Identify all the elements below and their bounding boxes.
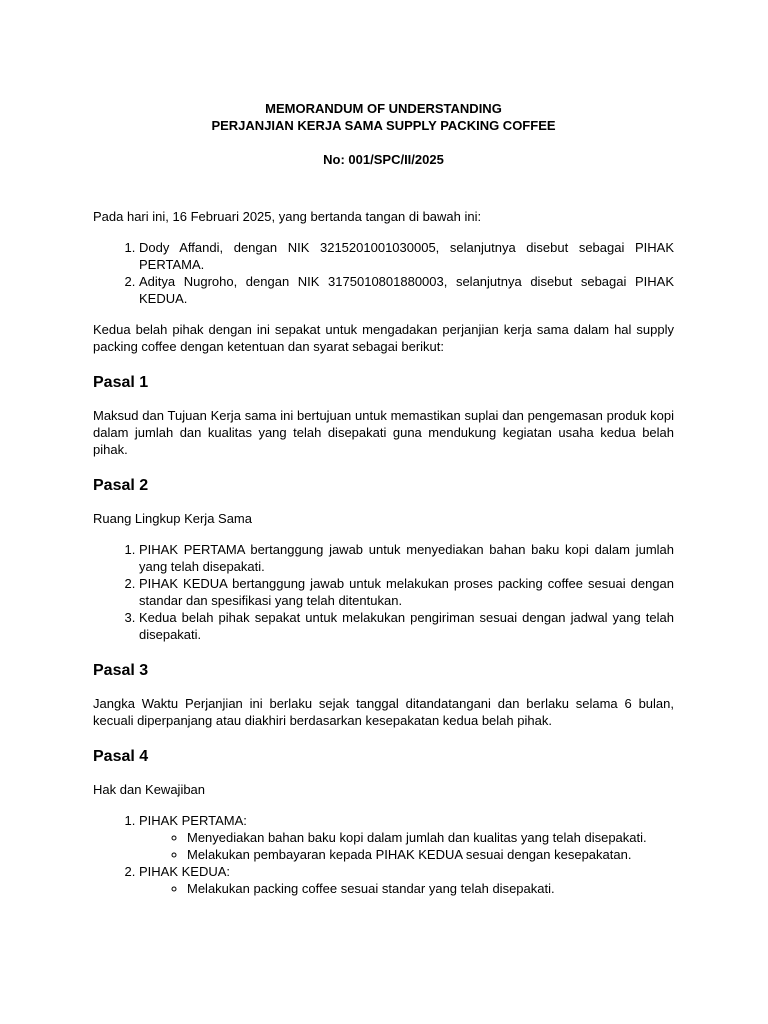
pasal-4-list (93, 812, 674, 897)
pasal-4-group-first-party (139, 812, 674, 863)
pasal-4-group-second-party (139, 863, 674, 897)
pasal-4-intro: Hak dan Kewajiban (93, 782, 206, 797)
second-party-obligations (139, 880, 674, 897)
obligation-item: ◦ Melakukan packing coffee sesuai standar yang telah disepakati. (187, 880, 674, 897)
document-title-line-1: MEMORANDUM OF UNDERSTANDING (265, 101, 502, 116)
pasal-2-intro: Ruang Lingkup Kerja Sama (93, 511, 252, 526)
parties-list (93, 239, 674, 307)
pasal-2-item: 3. Kedua belah pihak sepakat untuk melakukan pengiriman sesuai dengan jadwal yang telah disepakati. (139, 609, 674, 643)
obligation-item: ◦ Menyediakan bahan baku kopi dalam jumlah dan kualitas yang telah disepakati. (187, 829, 674, 846)
group-label: PIHAK KEDUA: (139, 864, 231, 879)
party-second: 2. Aditya Nugroho, dengan NIK 3175010801880003, selanjutnya disebut sebagai PIHAK KEDUA. (139, 273, 674, 307)
party-first: 1. Dody Affandi, dengan NIK 3215201001030005, selanjutnya disebut sebagai PIHAK PERTAMA. (139, 239, 674, 273)
pasal-1-heading: Pasal 1 (93, 374, 149, 391)
document-page (93, 100, 674, 897)
pasal-2-item: 2. PIHAK KEDUA bertanggung jawab untuk melakukan proses packing coffee sesuai dengan standar dan spesifikasi yang telah ditentukan. (139, 575, 674, 609)
group-label: PIHAK PERTAMA: (139, 813, 247, 828)
opening-statement: Pada hari ini, 16 Februari 2025, yang bertanda tangan di bawah ini: (93, 209, 482, 224)
pasal-2-list (93, 541, 674, 643)
first-party-obligations (139, 829, 674, 863)
pasal-3-body: Jangka Waktu Perjanjian ini berlaku sejak tanggal ditandatangani dan berlaku selama 6 bulan, kecuali diperpanjang atau diakhiri berdasarkan kesepakatan kedua belah pihak. (93, 696, 674, 728)
pasal-2-item: 1. PIHAK PERTAMA bertanggung jawab untuk menyediakan bahan baku kopi dalam jumlah yang telah disepakati. (139, 541, 674, 575)
obligation-item: ◦ Melakukan pembayaran kepada PIHAK KEDUA sesuai dengan kesepakatan. (187, 846, 674, 863)
document-title-line-2: PERJANJIAN KERJA SAMA SUPPLY PACKING COFFEE (211, 118, 556, 133)
pasal-1-body: Maksud dan Tujuan Kerja sama ini bertujuan untuk memastikan suplai dan pengemasan produk kopi dalam jumlah dan kualitas yang telah disepakati guna mendukung kegiatan usaha kedua belah pihak. (93, 408, 674, 457)
pasal-2-heading: Pasal 2 (93, 477, 149, 494)
pasal-3-heading: Pasal 3 (93, 662, 149, 679)
document-number: No: 001/SPC/II/2025 (323, 152, 444, 167)
pasal-4-heading: Pasal 4 (93, 748, 149, 765)
agreement-statement: Kedua belah pihak dengan ini sepakat untuk mengadakan perjanjian kerja sama dalam hal supply packing coffee dengan ketentuan dan syarat sebagai berikut: (93, 322, 674, 354)
